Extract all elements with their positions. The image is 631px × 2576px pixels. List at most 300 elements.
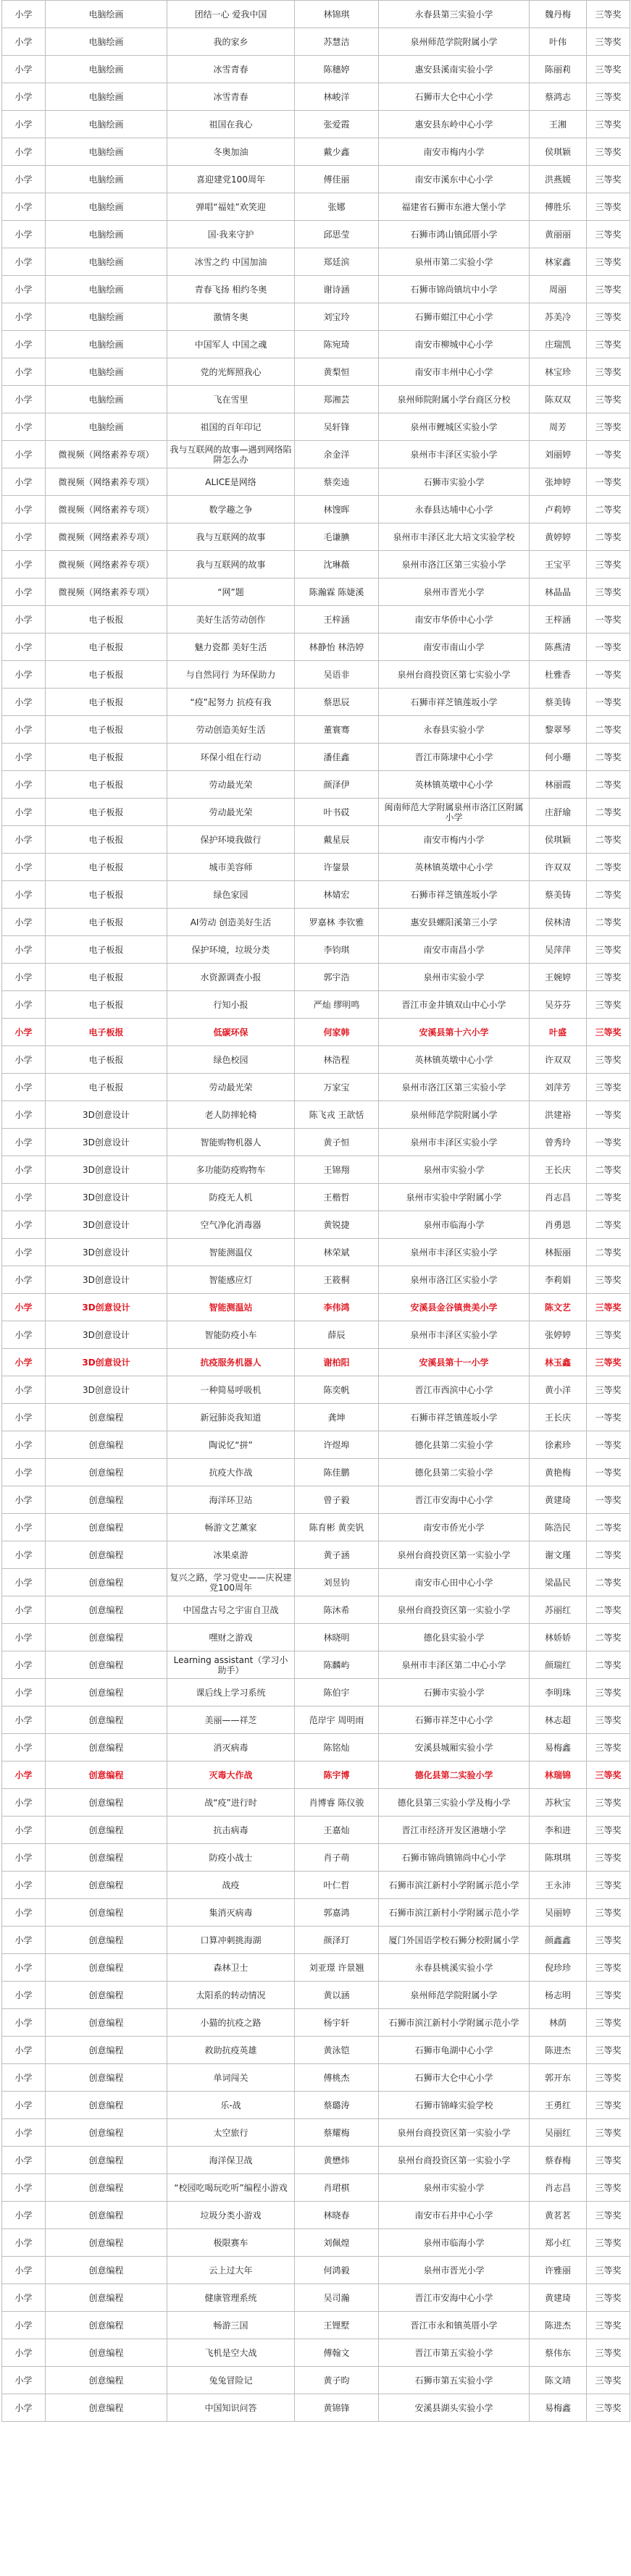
award-cell: 三等奖 (587, 111, 630, 138)
work-title-cell: 城市美容师 (167, 854, 295, 881)
advisor-cell: 王梓涵 (530, 606, 587, 634)
table-row (2, 1431, 630, 1459)
level-cell: 小学 (2, 1129, 46, 1156)
category-cell: 创意编程 (46, 2009, 167, 2037)
award-cell: 三等奖 (587, 1349, 630, 1376)
level-cell: 小学 (2, 1651, 46, 1679)
table-row (2, 2394, 630, 2422)
author-cell: 陈奕帆 (295, 1376, 379, 1404)
school-cell: 南安市南昌小学 (379, 936, 530, 964)
advisor-cell: 李和进 (530, 1817, 587, 1844)
work-title-cell: 战“疫”进行时 (167, 1789, 295, 1817)
author-cell: 董寰骞 (295, 716, 379, 744)
table-row (2, 2312, 630, 2339)
school-cell: 石狮市大仑中心小学 (379, 83, 530, 111)
author-cell: 严灿 缪明鸣 (295, 991, 379, 1019)
author-cell: 黄梨恒 (295, 358, 379, 386)
award-cell: 二等奖 (587, 496, 630, 523)
table-row (2, 1294, 630, 1321)
table-row (2, 56, 630, 83)
advisor-cell: 林瑞锦 (530, 1761, 587, 1789)
table-row (2, 2284, 630, 2312)
author-cell: 曾子毅 (295, 1486, 379, 1514)
award-cell: 一等奖 (587, 1486, 630, 1514)
advisor-cell: 林家鑫 (530, 248, 587, 276)
level-cell: 小学 (2, 1184, 46, 1211)
category-cell: 电子板报 (46, 991, 167, 1019)
author-cell: 毛谦腆 (295, 523, 379, 551)
school-cell: 泉州市临海小学 (379, 1211, 530, 1239)
author-cell: 刘昱钧 (295, 1569, 379, 1596)
author-cell: 万家宝 (295, 1074, 379, 1101)
award-cell: 二等奖 (587, 1541, 630, 1569)
school-cell: 泉州市丰泽区第二中心小学 (379, 1651, 530, 1679)
author-cell: 吴司瀚 (295, 2284, 379, 2312)
award-cell: 二等奖 (587, 1156, 630, 1184)
award-cell: 三等奖 (587, 1761, 630, 1789)
author-cell: 黄懋炜 (295, 2147, 379, 2174)
school-cell: 石狮市实验小学 (379, 468, 530, 496)
award-cell: 二等奖 (587, 881, 630, 909)
award-cell: 三等奖 (587, 551, 630, 578)
category-cell: 电子板报 (46, 909, 167, 936)
school-cell: 泉州市实验小学 (379, 1156, 530, 1184)
table-row (2, 1569, 630, 1596)
award-cell: 三等奖 (587, 2394, 630, 2422)
advisor-cell: 叶伟 (530, 28, 587, 56)
level-cell: 小学 (2, 1872, 46, 1899)
category-cell: 电子板报 (46, 964, 167, 991)
author-cell: 林锦琪 (295, 1, 379, 28)
table-row (2, 1101, 630, 1129)
level-cell: 小学 (2, 716, 46, 744)
category-cell: 微视频（网络素养专项） (46, 523, 167, 551)
author-cell: 肖博睿 陈仪骏 (295, 1789, 379, 1817)
level-cell: 小学 (2, 689, 46, 716)
table-row (2, 28, 630, 56)
school-cell: 泉州市丰泽区北大培文实验学校 (379, 523, 530, 551)
award-cell: 三等奖 (587, 2312, 630, 2339)
work-title-cell: ALICE是网络 (167, 468, 295, 496)
school-cell: 南安市华侨中心小学 (379, 606, 530, 634)
award-cell: 三等奖 (587, 276, 630, 303)
work-title-cell: 智能防疫小车 (167, 1321, 295, 1349)
award-cell: 二等奖 (587, 1569, 630, 1596)
school-cell: 南安市溪东中心小学 (379, 166, 530, 193)
level-cell: 小学 (2, 2037, 46, 2064)
author-cell: 张爱霞 (295, 111, 379, 138)
author-cell: 黄泳铠 (295, 2037, 379, 2064)
school-cell: 南安市梅内小学 (379, 826, 530, 854)
author-cell: 蔡耀梅 (295, 2119, 379, 2147)
work-title-cell: 森林卫士 (167, 1954, 295, 1982)
table-row (2, 1514, 630, 1541)
work-title-cell: 我与互联网的故事 (167, 523, 295, 551)
level-cell: 小学 (2, 634, 46, 661)
level-cell: 小学 (2, 991, 46, 1019)
award-table-body (2, 1, 630, 2422)
school-cell: 泉州台商投资区第一实验小学 (379, 1596, 530, 1624)
category-cell: 3D创意设计 (46, 1101, 167, 1129)
school-cell: 泉州市丰泽区实验小学 (379, 1321, 530, 1349)
table-row (2, 936, 630, 964)
advisor-cell: 林玉鑫 (530, 1349, 587, 1376)
table-row (2, 634, 630, 661)
work-title-cell: 祖国的百年印记 (167, 413, 295, 441)
work-title-cell: 冰雪青春 (167, 56, 295, 83)
advisor-cell: 肖志昌 (530, 2174, 587, 2202)
advisor-cell: 王永沛 (530, 1872, 587, 1899)
advisor-cell: 李莉娟 (530, 1266, 587, 1294)
work-title-cell: 智能测温站 (167, 1294, 295, 1321)
category-cell: 3D创意设计 (46, 1321, 167, 1349)
category-cell: 电子板报 (46, 936, 167, 964)
advisor-cell: 庄瑞凯 (530, 331, 587, 358)
advisor-cell: 肖志昌 (530, 1184, 587, 1211)
advisor-cell: 易梅鑫 (530, 2394, 587, 2422)
author-cell: 王梓涵 (295, 606, 379, 634)
advisor-cell: 郑小红 (530, 2229, 587, 2257)
table-row (2, 1486, 630, 1514)
school-cell: 德化县第二实验小学 (379, 1431, 530, 1459)
advisor-cell: 刘萍芳 (530, 1074, 587, 1101)
work-title-cell: 水资源调查小报 (167, 964, 295, 991)
work-title-cell: 冰雪青春 (167, 83, 295, 111)
school-cell: 泉州师范学院附属小学 (379, 1101, 530, 1129)
level-cell: 小学 (2, 111, 46, 138)
category-cell: 创意编程 (46, 1404, 167, 1431)
category-cell: 创意编程 (46, 1514, 167, 1541)
table-row (2, 1789, 630, 1817)
school-cell: 晋江市安海中心小学 (379, 2284, 530, 2312)
category-cell: 3D创意设计 (46, 1156, 167, 1184)
award-cell: 三等奖 (587, 1, 630, 28)
table-row (2, 606, 630, 634)
table-row (2, 826, 630, 854)
category-cell: 创意编程 (46, 2394, 167, 2422)
award-cell: 三等奖 (587, 2229, 630, 2257)
work-title-cell: 保护环境，垃圾分类 (167, 936, 295, 964)
category-cell: 3D创意设计 (46, 1239, 167, 1266)
award-cell: 三等奖 (587, 2257, 630, 2284)
award-cell: 一等奖 (587, 1404, 630, 1431)
advisor-cell: 李明珠 (530, 1679, 587, 1706)
award-cell: 二等奖 (587, 1624, 630, 1651)
table-row (2, 1459, 630, 1486)
work-title-cell: 乐-战 (167, 2092, 295, 2119)
advisor-cell: 陈双双 (530, 386, 587, 413)
award-cell: 二等奖 (587, 799, 630, 826)
school-cell: 南安市梅内小学 (379, 138, 530, 166)
award-cell: 三等奖 (587, 1321, 630, 1349)
advisor-cell: 陈丽莉 (530, 56, 587, 83)
work-title-cell: 畅游文艺薰家 (167, 1514, 295, 1541)
award-cell: 三等奖 (587, 936, 630, 964)
work-title-cell: 太空旅行 (167, 2119, 295, 2147)
work-title-cell: 抗疫服务机器人 (167, 1349, 295, 1376)
school-cell: 泉州师院附属小学台商区分校 (379, 386, 530, 413)
author-cell: 林峻洋 (295, 83, 379, 111)
school-cell: 德化县第三实验小学及梅小学 (379, 1789, 530, 1817)
work-title-cell: 中国盘古号之宇宙自卫战 (167, 1596, 295, 1624)
award-cell: 三等奖 (587, 1294, 630, 1321)
advisor-cell: 曾秀玲 (530, 1129, 587, 1156)
category-cell: 微视频（网络素养专项） (46, 441, 167, 468)
author-cell: 颜泽伊 (295, 771, 379, 799)
school-cell: 晋江市永和镇英厝小学 (379, 2312, 530, 2339)
category-cell: 电子板报 (46, 661, 167, 689)
category-cell: 电脑绘画 (46, 193, 167, 221)
school-cell: 石狮市龟湖中心小学 (379, 2037, 530, 2064)
award-cell: 三等奖 (587, 248, 630, 276)
school-cell: 惠安县溪南实验小学 (379, 56, 530, 83)
work-title-cell: 美好生活劳动创作 (167, 606, 295, 634)
author-cell: 林晓明 (295, 1624, 379, 1651)
category-cell: 3D创意设计 (46, 1349, 167, 1376)
award-cell: 二等奖 (587, 854, 630, 881)
school-cell: 石狮市祥芝镇莲坂小学 (379, 1404, 530, 1431)
category-cell: 创意编程 (46, 1431, 167, 1459)
award-cell: 三等奖 (587, 1734, 630, 1761)
level-cell: 小学 (2, 1156, 46, 1184)
author-cell: 肖子萌 (295, 1844, 379, 1872)
school-cell: 泉州台商投资区第一实验小学 (379, 1541, 530, 1569)
author-cell: 傅佳丽 (295, 166, 379, 193)
category-cell: 电子板报 (46, 606, 167, 634)
work-title-cell: “网”题 (167, 578, 295, 606)
advisor-cell: 林晶晶 (530, 578, 587, 606)
work-title-cell: 数学趣之争 (167, 496, 295, 523)
advisor-cell: 陈浩民 (530, 1514, 587, 1541)
advisor-cell: 卢莉婷 (530, 496, 587, 523)
award-cell: 一等奖 (587, 1101, 630, 1129)
award-cell: 三等奖 (587, 1844, 630, 1872)
work-title-cell: 与自然同行 为环保助力 (167, 661, 295, 689)
award-cell: 一等奖 (587, 661, 630, 689)
category-cell: 创意编程 (46, 1734, 167, 1761)
school-cell: 泉州市丰泽区实验小学 (379, 1239, 530, 1266)
school-cell: 泉州台商投资区第一实验小学 (379, 2119, 530, 2147)
advisor-cell: 洪燕媛 (530, 166, 587, 193)
author-cell: 蔡奕逵 (295, 468, 379, 496)
table-row (2, 386, 630, 413)
work-title-cell: 冰果桌游 (167, 1541, 295, 1569)
work-title-cell: 行知小报 (167, 991, 295, 1019)
category-cell: 电子板报 (46, 1046, 167, 1074)
author-cell: 郑廷滨 (295, 248, 379, 276)
advisor-cell: 谢文瑾 (530, 1541, 587, 1569)
award-cell: 三等奖 (587, 138, 630, 166)
school-cell: 厦门外国语学校石狮分校附属小学 (379, 1927, 530, 1954)
advisor-cell: 颜鑫鑫 (530, 1927, 587, 1954)
work-title-cell: 劳动最光荣 (167, 1074, 295, 1101)
award-cell: 二等奖 (587, 909, 630, 936)
author-cell: 王锂墅 (295, 2312, 379, 2339)
school-cell: 泉州市洛江区第三实验小学 (379, 1074, 530, 1101)
work-title-cell: 救助抗疫英雄 (167, 2037, 295, 2064)
category-cell: 电脑绘画 (46, 358, 167, 386)
advisor-cell: 蔡鸿志 (530, 83, 587, 111)
work-title-cell: 一种简易呼吸机 (167, 1376, 295, 1404)
work-title-cell: 冬奥加油 (167, 138, 295, 166)
school-cell: 泉州市实验小学 (379, 2174, 530, 2202)
category-cell: 创意编程 (46, 1679, 167, 1706)
work-title-cell: 太阳系的转动情况 (167, 1982, 295, 2009)
work-title-cell: 团结一心 爱我中国 (167, 1, 295, 28)
advisor-cell: 徐素珍 (530, 1431, 587, 1459)
table-row (2, 111, 630, 138)
category-cell: 电子板报 (46, 826, 167, 854)
table-row (2, 1706, 630, 1734)
school-cell: 石狮市祥芝中心小学 (379, 1706, 530, 1734)
award-cell: 三等奖 (587, 2202, 630, 2229)
advisor-cell: 黄建琦 (530, 1486, 587, 1514)
level-cell: 小学 (2, 83, 46, 111)
category-cell: 电脑绘画 (46, 83, 167, 111)
school-cell: 泉州市洛江区第三实验小学 (379, 551, 530, 578)
table-row (2, 2229, 630, 2257)
work-title-cell: 海洋保卫战 (167, 2147, 295, 2174)
level-cell: 小学 (2, 1019, 46, 1046)
work-title-cell: 灭毒大作战 (167, 1761, 295, 1789)
author-cell: 陈宛琦 (295, 331, 379, 358)
school-cell: 永春县实验小学 (379, 716, 530, 744)
table-row (2, 1596, 630, 1624)
level-cell: 小学 (2, 1074, 46, 1101)
level-cell: 小学 (2, 441, 46, 468)
table-row (2, 881, 630, 909)
level-cell: 小学 (2, 2394, 46, 2422)
level-cell: 小学 (2, 1514, 46, 1541)
author-cell: 陈穗婷 (295, 56, 379, 83)
award-cell: 三等奖 (587, 303, 630, 331)
level-cell: 小学 (2, 2284, 46, 2312)
school-cell: 南安市侨光小学 (379, 1514, 530, 1541)
author-cell: 范岸宇 周明雨 (295, 1706, 379, 1734)
school-cell: 英林镇英墩中心小学 (379, 854, 530, 881)
category-cell: 电子板报 (46, 799, 167, 826)
advisor-cell: 肖勇恩 (530, 1211, 587, 1239)
table-row (2, 1376, 630, 1404)
table-row (2, 1651, 630, 1679)
school-cell: 泉州台商投资区第一实验小学 (379, 2147, 530, 2174)
advisor-cell: 林丽霞 (530, 771, 587, 799)
award-cell: 三等奖 (587, 28, 630, 56)
advisor-cell: 侯琪颖 (530, 826, 587, 854)
level-cell: 小学 (2, 1624, 46, 1651)
level-cell: 小学 (2, 1899, 46, 1927)
author-cell: 许鋆景 (295, 854, 379, 881)
category-cell: 创意编程 (46, 2092, 167, 2119)
author-cell: 陈伯宇 (295, 1679, 379, 1706)
advisor-cell: 许雅丽 (530, 2257, 587, 2284)
level-cell: 小学 (2, 1734, 46, 1761)
work-title-cell: 单词闯关 (167, 2064, 295, 2092)
award-cell: 三等奖 (587, 386, 630, 413)
award-cell: 一等奖 (587, 634, 630, 661)
author-cell: 刘宝玲 (295, 303, 379, 331)
advisor-cell: 易梅鑫 (530, 1734, 587, 1761)
work-title-cell: 兔兔冒险记 (167, 2367, 295, 2394)
author-cell: 陈佳鹏 (295, 1459, 379, 1486)
table-row (2, 1019, 630, 1046)
work-title-cell: 陶说忆“拼” (167, 1431, 295, 1459)
level-cell: 小学 (2, 523, 46, 551)
school-cell: 石狮市锦峰实验学校 (379, 2092, 530, 2119)
award-cell: 三等奖 (587, 1679, 630, 1706)
school-cell: 德化县实验小学 (379, 1624, 530, 1651)
level-cell: 小学 (2, 221, 46, 248)
author-cell: 王筱桐 (295, 1266, 379, 1294)
category-cell: 电子板报 (46, 1019, 167, 1046)
category-cell: 微视频（网络素养专项） (46, 468, 167, 496)
level-cell: 小学 (2, 2064, 46, 2092)
table-row (2, 2037, 630, 2064)
award-cell: 三等奖 (587, 1954, 630, 1982)
school-cell: 惠安县螺阳溪第三小学 (379, 909, 530, 936)
author-cell: 谢柏阳 (295, 1349, 379, 1376)
school-cell: 南安市柳城中心小学 (379, 331, 530, 358)
award-cell: 一等奖 (587, 468, 630, 496)
category-cell: 电脑绘画 (46, 138, 167, 166)
work-title-cell: 抗疫大作战 (167, 1459, 295, 1486)
award-cell: 三等奖 (587, 2339, 630, 2367)
advisor-cell: 苏秋宝 (530, 1789, 587, 1817)
table-row (2, 578, 630, 606)
table-row (2, 909, 630, 936)
advisor-cell: 杨志明 (530, 1982, 587, 2009)
advisor-cell: 吴萍萍 (530, 936, 587, 964)
advisor-cell: 吴丽红 (530, 2119, 587, 2147)
award-cell: 三等奖 (587, 1817, 630, 1844)
level-cell: 小学 (2, 744, 46, 771)
work-title-cell: 课后线上学习系统 (167, 1679, 295, 1706)
award-cell: 一等奖 (587, 689, 630, 716)
school-cell: 石狮市鸿山镇邱厝小学 (379, 221, 530, 248)
category-cell: 电脑绘画 (46, 166, 167, 193)
school-cell: 石狮市滨江新村小学附属示范小学 (379, 1899, 530, 1927)
award-cell: 三等奖 (587, 1872, 630, 1899)
school-cell: 南安市心田中心小学 (379, 1569, 530, 1596)
category-cell: 创意编程 (46, 1982, 167, 2009)
category-cell: 3D创意设计 (46, 1129, 167, 1156)
author-cell: 黄子涵 (295, 1541, 379, 1569)
level-cell: 小学 (2, 1486, 46, 1514)
advisor-cell: 王长庆 (530, 1156, 587, 1184)
category-cell: 创意编程 (46, 1624, 167, 1651)
advisor-cell: 吴丽婷 (530, 1899, 587, 1927)
advisor-cell: 倪珍珍 (530, 1954, 587, 1982)
work-title-cell: 保护环境我做行 (167, 826, 295, 854)
advisor-cell: 梁晶民 (530, 1569, 587, 1596)
work-title-cell: 新冠肺炎我知道 (167, 1404, 295, 1431)
work-title-cell: 祖国在我心 (167, 111, 295, 138)
level-cell: 小学 (2, 1321, 46, 1349)
level-cell: 小学 (2, 1294, 46, 1321)
advisor-cell: 王婉婷 (530, 964, 587, 991)
award-cell: 三等奖 (587, 56, 630, 83)
advisor-cell: 陈文艺 (530, 1294, 587, 1321)
table-row (2, 2147, 630, 2174)
award-cell: 二等奖 (587, 1651, 630, 1679)
level-cell: 小学 (2, 2367, 46, 2394)
table-row (2, 771, 630, 799)
table-row (2, 551, 630, 578)
author-cell: 蔡璐涛 (295, 2092, 379, 2119)
category-cell: 创意编程 (46, 1541, 167, 1569)
school-cell: 晋江市金井镇双山中心小学 (379, 991, 530, 1019)
table-row (2, 1349, 630, 1376)
